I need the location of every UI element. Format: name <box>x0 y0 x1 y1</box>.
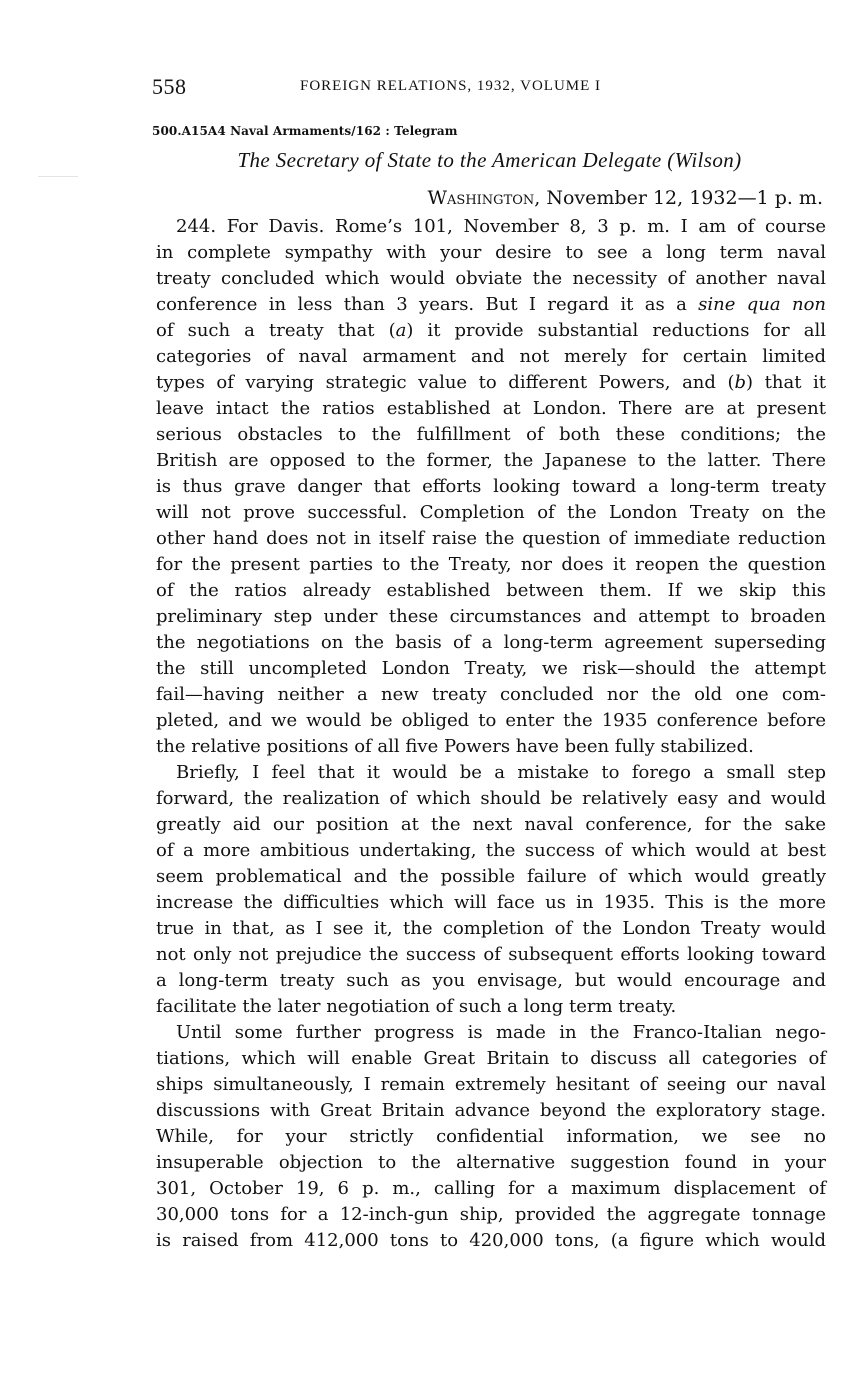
text-line: leave intact the ratios established at London. There are at present <box>156 398 826 419</box>
text-line: the still uncompleted London Treaty, we risk—should the attempt <box>156 658 826 679</box>
text-line: 30,000 tons for a 12-inch-gun ship, provided the aggregate tonnage <box>156 1204 826 1225</box>
text-line: preliminary step under these circumstances and attempt to broaden <box>156 606 826 627</box>
text-line: of a more ambitious undertaking, the success of which would at best <box>156 840 826 861</box>
text-line: the relative positions of all five Powers have been fully stabilized. <box>156 736 754 757</box>
text-line: Until some further progress is made in the Franco-Italian nego- <box>176 1022 826 1043</box>
text-line: increase the difficulties which will face us in 1935. This is the more <box>156 892 826 913</box>
text-line: for the present parties to the Treaty, nor does it reopen the question <box>156 554 826 575</box>
text-line: true in that, as I see it, the completion of the London Treaty would <box>156 918 826 939</box>
text-line: types of varying strategic value to different Powers, and (b) that it <box>156 372 826 393</box>
text-line: of the ratios already established between them. If we skip this <box>156 580 826 601</box>
text-line: conference in less than 3 years. But I regard it as a sine qua non <box>156 294 826 315</box>
text-line: seem problematical and the possible failure of which would greatly <box>156 866 826 887</box>
text-line: 244. For Davis. Rome’s 101, November 8, 3 p. m. I am of course <box>176 216 826 237</box>
text-line: is raised from 412,000 tons to 420,000 tons, (a figure which would <box>156 1230 826 1251</box>
text-line: facilitate the later negotiation of such a long term treaty. <box>156 996 677 1017</box>
text-line: forward, the realization of which should be relatively easy and would <box>156 788 826 809</box>
paragraph-3 <box>156 1020 826 1254</box>
margin-scan-mark <box>38 176 78 177</box>
text-line: will not prove successful. Completion of the London Treaty on the <box>156 502 826 523</box>
text-line: discussions with Great Britain advance beyond the exploratory stage. <box>156 1100 826 1121</box>
text-line: serious obstacles to the fulfillment of both these conditions; the <box>156 424 826 445</box>
file-reference: 500.A15A4 Naval Armaments/162 : Telegram <box>152 124 458 138</box>
text-line: pleted, and we would be obliged to enter the 1935 conference before <box>156 710 826 731</box>
running-title: FOREIGN RELATIONS, 1932, VOLUME I <box>300 78 602 94</box>
text-line: not only not prejudice the success of subsequent efforts looking toward <box>156 944 826 965</box>
text-line: of such a treaty that (a) it provide substantial reductions for all <box>156 320 826 341</box>
dateline-place: Washington, <box>427 187 541 209</box>
paragraph-1 <box>156 214 826 760</box>
running-head <box>152 74 832 102</box>
text-line: a long-term treaty such as you envisage, but would encourage and <box>156 970 826 991</box>
text-line: 301, October 19, 6 p. m., calling for a maximum displacement of <box>156 1178 826 1199</box>
text-line: British are opposed to the former, the Japanese to the latter. There <box>156 450 826 471</box>
telegram-body <box>156 214 826 1254</box>
text-line: Briefly, I feel that it would be a mistake to forego a small step <box>176 762 826 783</box>
page-number: 558 <box>152 74 187 99</box>
text-line: other hand does not in itself raise the question of immediate reduction <box>156 528 826 549</box>
text-line: tiations, which will enable Great Britain to discuss all categories of <box>156 1048 826 1069</box>
text-line: treaty concluded which would obviate the necessity of another naval <box>156 268 826 289</box>
text-line: is thus grave danger that efforts looking toward a long-term treaty <box>156 476 826 497</box>
dateline-date: November 12, 1932—1 p. m. <box>540 187 823 209</box>
text-line: insuperable objection to the alternative suggestion found in your <box>156 1152 826 1173</box>
text-line: categories of naval armament and not merely for certain limited <box>156 346 826 367</box>
text-line: ships simultaneously, I remain extremely hesitant of seeing our naval <box>156 1074 826 1095</box>
dateline <box>428 187 823 209</box>
text-line: the negotiations on the basis of a long-term agreement superseding <box>156 632 826 653</box>
document-title: The Secretary of State to the American Delegate (Wilson) <box>237 148 742 172</box>
text-line: fail—having neither a new treaty concluded nor the old one com- <box>156 684 826 705</box>
text-line: greatly aid our position at the next naval conference, for the sake <box>156 814 826 835</box>
paragraph-2 <box>156 760 826 1020</box>
text-line: in complete sympathy with your desire to see a long term naval <box>156 242 826 263</box>
text-line: While, for your strictly confidential information, we see no <box>156 1126 826 1147</box>
